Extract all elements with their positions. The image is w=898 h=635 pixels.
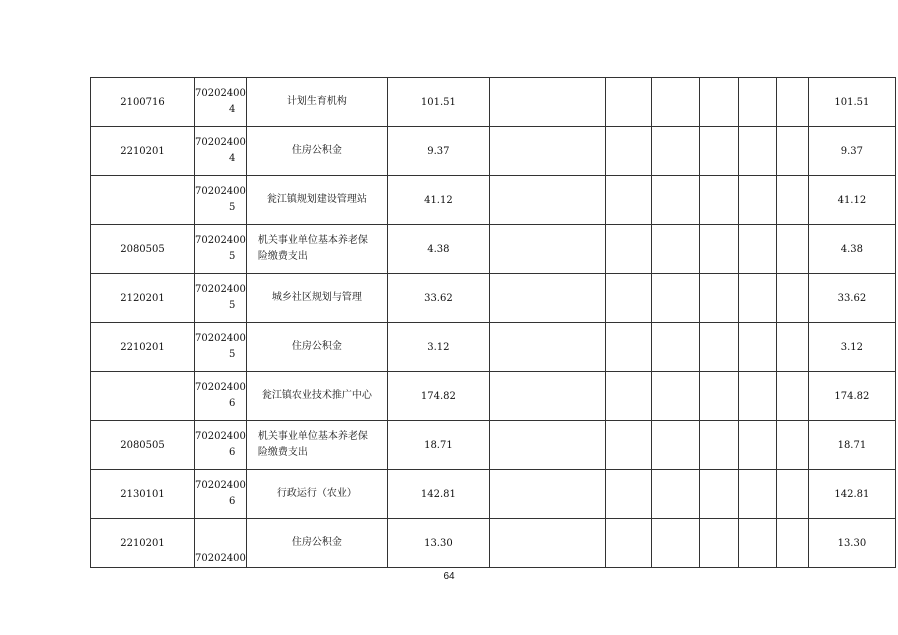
empty-cell (605, 274, 651, 323)
unit-code-main: 70202400 (195, 88, 246, 99)
empty-cell (489, 78, 605, 127)
empty-cell (605, 519, 651, 568)
unit-code-tail: 4 (229, 104, 236, 115)
function-code-cell: 2080505 (91, 421, 195, 470)
empty-cell (605, 470, 651, 519)
function-code-cell: 2130101 (91, 470, 195, 519)
unit-code-main: 70202400 (195, 186, 246, 197)
empty-cell (776, 372, 808, 421)
empty-cell (776, 176, 808, 225)
unit-code-cell (195, 421, 247, 470)
empty-cell (738, 372, 776, 421)
function-code-cell: 2210201 (91, 127, 195, 176)
empty-cell (651, 372, 699, 421)
empty-cell (489, 421, 605, 470)
item-name-cell (246, 323, 387, 372)
empty-cell (489, 225, 605, 274)
unit-code-tail: 4 (229, 153, 236, 164)
item-name: 城乡社区规划与管理 (271, 292, 362, 303)
unit-code-cell (195, 470, 247, 519)
unit-code-tail: 6 (229, 496, 236, 507)
unit-code-cell (195, 78, 247, 127)
empty-cell (651, 519, 699, 568)
total-cell: 4.38 (387, 225, 489, 274)
empty-cell (699, 421, 738, 470)
empty-cell (605, 421, 651, 470)
unit-code-main: 70202400 (195, 137, 246, 148)
function-code-cell: 2080505 (91, 225, 195, 274)
empty-cell (489, 127, 605, 176)
empty-cell (651, 470, 699, 519)
empty-cell (651, 323, 699, 372)
total-cell: 33.62 (387, 274, 489, 323)
empty-cell (605, 323, 651, 372)
page-number: 64 (443, 571, 455, 582)
table-row (91, 127, 896, 176)
unit-code-main: 70202400 (195, 382, 246, 393)
item-name: 行政运行（农业） (276, 488, 357, 499)
item-name-cell (246, 372, 387, 421)
empty-cell (699, 372, 738, 421)
empty-cell (699, 323, 738, 372)
unit-code-tail: 6 (229, 398, 236, 409)
empty-cell (776, 78, 808, 127)
item-name: 瓮江镇规划建设管理站 (266, 194, 367, 205)
empty-cell (699, 127, 738, 176)
table-row (91, 323, 896, 372)
item-name: 住房公积金 (291, 537, 342, 548)
empty-cell (489, 176, 605, 225)
unit-code-main: 70202400 (195, 431, 246, 442)
empty-cell (489, 519, 605, 568)
item-name-cell (246, 421, 387, 470)
empty-cell (699, 274, 738, 323)
total-cell: 3.12 (387, 323, 489, 372)
function-code-cell: 2120201 (91, 274, 195, 323)
empty-cell (699, 519, 738, 568)
unit-code-main: 70202400 (195, 480, 246, 491)
amount-cell: 174.82 (808, 372, 895, 421)
function-code-cell (91, 176, 195, 225)
total-cell: 9.37 (387, 127, 489, 176)
empty-cell (699, 176, 738, 225)
table-row (91, 372, 896, 421)
budget-table (90, 77, 896, 568)
empty-cell (651, 225, 699, 274)
empty-cell (776, 274, 808, 323)
empty-cell (738, 176, 776, 225)
empty-cell (776, 421, 808, 470)
unit-code-cell (195, 519, 247, 568)
item-name: 机关事业单位基本养老保险缴费支出 (257, 431, 368, 458)
total-cell: 13.30 (387, 519, 489, 568)
unit-code-main: 70202400 (195, 284, 246, 295)
table-body (91, 78, 896, 568)
unit-code-tail: 5 (229, 300, 236, 311)
item-name: 计划生育机构 (286, 96, 347, 107)
empty-cell (738, 421, 776, 470)
table-row (91, 519, 896, 568)
empty-cell (605, 176, 651, 225)
empty-cell (651, 421, 699, 470)
unit-code-cell (195, 323, 247, 372)
total-cell: 101.51 (387, 78, 489, 127)
empty-cell (738, 78, 776, 127)
unit-code-cell (195, 176, 247, 225)
empty-cell (489, 470, 605, 519)
unit-code-tail: 5 (229, 349, 236, 360)
amount-cell: 18.71 (808, 421, 895, 470)
unit-code-cell (195, 127, 247, 176)
empty-cell (651, 274, 699, 323)
amount-cell: 13.30 (808, 519, 895, 568)
unit-code-main: 70202400 (195, 333, 246, 344)
amount-cell: 142.81 (808, 470, 895, 519)
total-cell: 41.12 (387, 176, 489, 225)
total-cell: 18.71 (387, 421, 489, 470)
empty-cell (489, 323, 605, 372)
unit-code-cell (195, 274, 247, 323)
empty-cell (699, 78, 738, 127)
unit-code-tail: 5 (229, 202, 236, 213)
amount-cell: 9.37 (808, 127, 895, 176)
amount-cell: 101.51 (808, 78, 895, 127)
empty-cell (738, 274, 776, 323)
unit-code-tail: 6 (229, 447, 236, 458)
empty-cell (605, 127, 651, 176)
empty-cell (738, 225, 776, 274)
function-code-cell: 2210201 (91, 323, 195, 372)
unit-code-cell (195, 372, 247, 421)
empty-cell (651, 127, 699, 176)
empty-cell (699, 225, 738, 274)
total-cell: 174.82 (387, 372, 489, 421)
function-code-cell (91, 372, 195, 421)
empty-cell (776, 225, 808, 274)
empty-cell (776, 519, 808, 568)
item-name-cell (246, 78, 387, 127)
empty-cell (605, 225, 651, 274)
empty-cell (605, 78, 651, 127)
empty-cell (738, 519, 776, 568)
empty-cell (605, 372, 651, 421)
item-name: 住房公积金 (291, 145, 342, 156)
item-name-cell (246, 176, 387, 225)
table-row (91, 274, 896, 323)
empty-cell (699, 470, 738, 519)
unit-code-main: 70202400 (195, 235, 246, 246)
empty-cell (489, 274, 605, 323)
item-name: 瓮江镇农业技术推广中心 (261, 390, 372, 401)
total-cell: 142.81 (387, 470, 489, 519)
empty-cell (776, 323, 808, 372)
item-name-cell (246, 225, 387, 274)
function-code-cell: 2210201 (91, 519, 195, 568)
unit-code-tail: 5 (229, 251, 236, 262)
table-row (91, 225, 896, 274)
table-row (91, 176, 896, 225)
item-name-cell (246, 470, 387, 519)
amount-cell: 33.62 (808, 274, 895, 323)
table-row (91, 470, 896, 519)
amount-cell: 41.12 (808, 176, 895, 225)
item-name: 机关事业单位基本养老保险缴费支出 (257, 235, 368, 262)
item-name-cell (246, 519, 387, 568)
table-row (91, 78, 896, 127)
empty-cell (738, 323, 776, 372)
amount-cell: 3.12 (808, 323, 895, 372)
empty-cell (738, 470, 776, 519)
unit-code-cell (195, 225, 247, 274)
function-code-cell: 2100716 (91, 78, 195, 127)
empty-cell (651, 176, 699, 225)
item-name-cell (246, 274, 387, 323)
unit-code-main: 70202400 (195, 553, 246, 564)
empty-cell (651, 78, 699, 127)
item-name: 住房公积金 (291, 341, 342, 352)
empty-cell (776, 127, 808, 176)
table-row (91, 421, 896, 470)
empty-cell (738, 127, 776, 176)
item-name-cell (246, 127, 387, 176)
amount-cell: 4.38 (808, 225, 895, 274)
empty-cell (489, 372, 605, 421)
empty-cell (776, 470, 808, 519)
